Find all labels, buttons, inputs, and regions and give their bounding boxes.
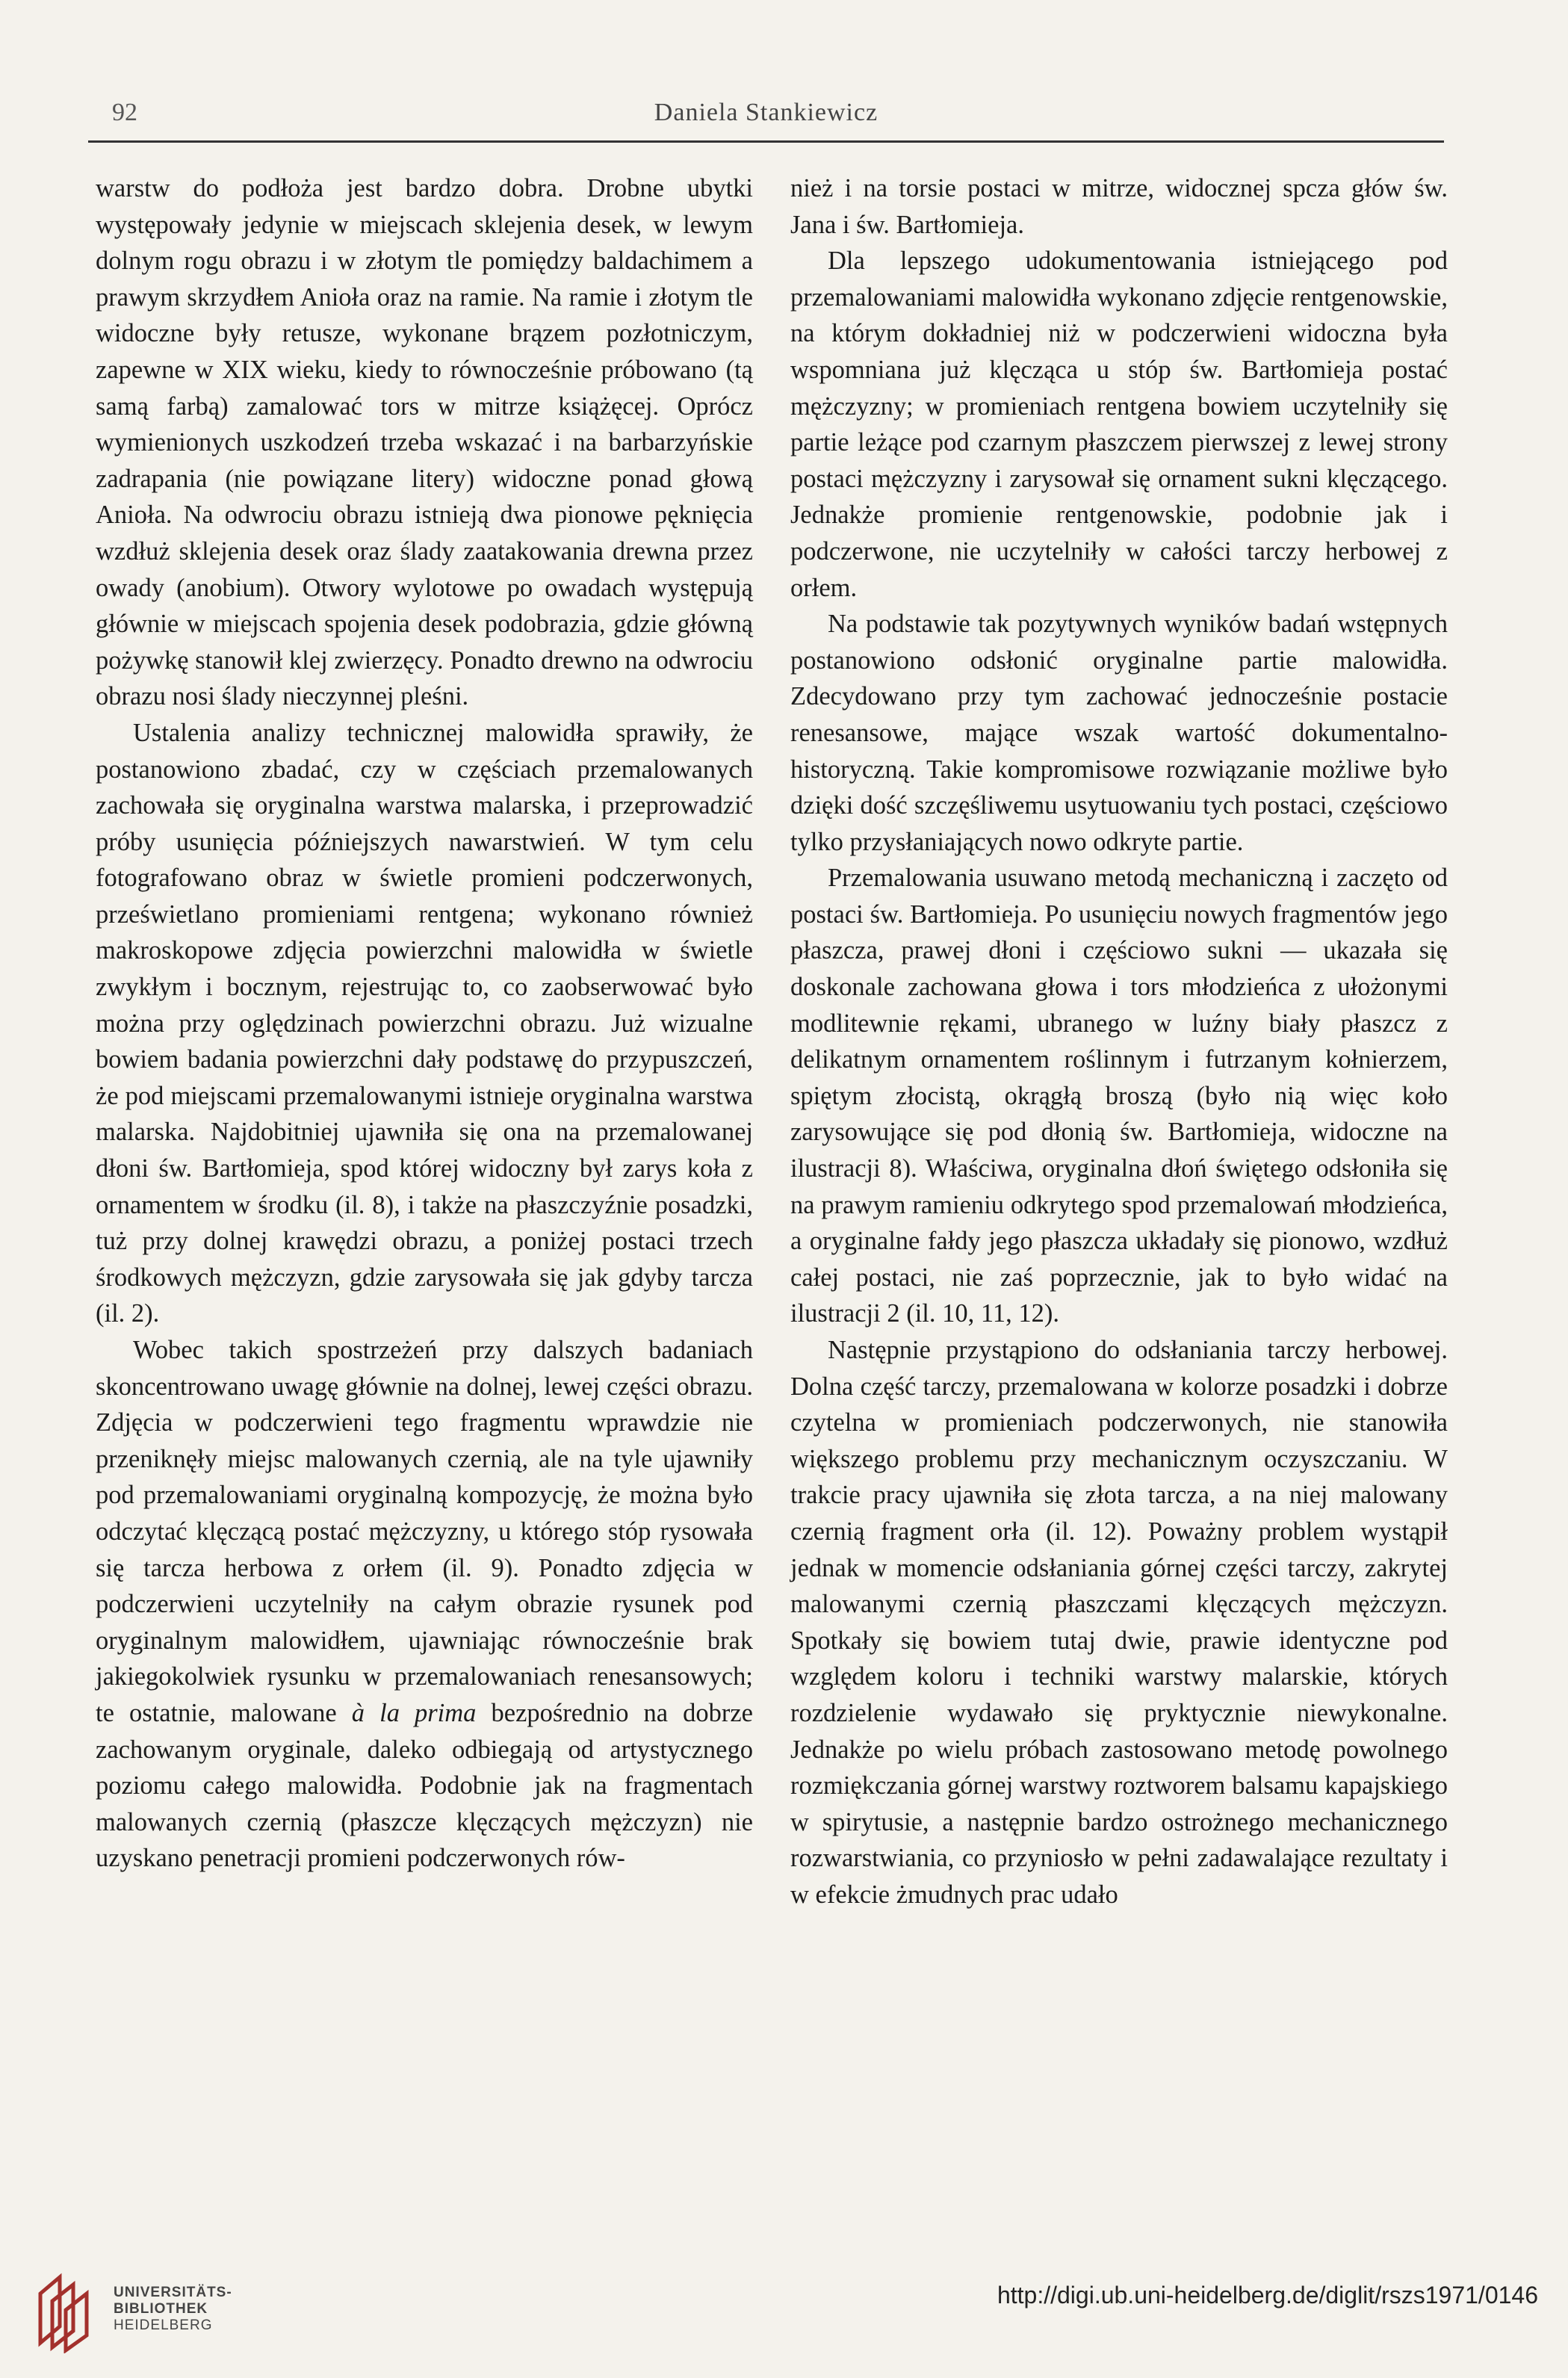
right-column bbox=[790, 170, 1448, 1913]
paragraph-text: Wobec takich spostrzeżeń przy dalszych badaniach skoncentrowano uwagę głównie na dolnej, lewej części obrazu. Zdjęcia w podczerwieni tego fragmentu wprawdzie nie przeniknęły miejsc malowanych czernią, ale na tyle ujawniły pod przemalowaniami oryginalną kompozycję, że można było odczytać klęczącą postać mężczyzny, u którego stóp rysowała się tarcza herbowa z orłem (il. 9). Ponadto zdjęcia w podczerwieni uczytelniły na całym obrazie rysunek pod oryginalnym malowidłem, ujawniając równocześnie brak jakiegokolwiek rysunku w przemalowaniach renesansowych; te ostatnie, malowane bbox=[96, 1336, 753, 1727]
logo-line: UNIVERSITÄTS- bbox=[114, 2285, 232, 2300]
paragraph: Następnie przystąpiono do odsłaniania tarczy herbowej. Dolna część tarczy, przemalowana w kolorze posadzki i dobrze czytelna w promieniach podczerwonych, nie stanowiła większego problemu przy mechanicznym oczyszczaniu. W trakcie pracy ujawniła się złota tarcza, a na niej malowany czernią fragment orła (il. 12). Poważny problem wystąpił jednak w momencie odsłaniania górnej części tarczy, zakrytej malowanymi czernią płaszczami klęczących mężczyzn. Spotkały się bowiem tutaj dwie, prawie identyczne pod względem koloru i techniki warstwy malarskie, których rozdzielenie wydawało się pryktycznie niewykonalne. Jednakże po wielu próbach zastosowano metodę powolnego rozmiękczania górnej warstwy roztworem balsamu kapajskiego w spirytusie, a następnie bardzo ostrożnego mechanicznego rozwarstwiania, co przyniosło w pełni zadawalające rezultaty i w efekcie żmudnych prac udało bbox=[790, 1336, 1448, 1909]
logo-line: BIBLIOTHEK bbox=[114, 2301, 208, 2317]
paragraph: Dla lepszego udokumentowania istniejącego pod przemalowaniami malowidła wykonano zdjęcie rentgenowskie, na którym dokładniej niż w podczerwieni widoczna była wspomniana już klęcząca u stóp św. Bartłomieja postać mężczyzny; w promieniach rentgena bowiem uczytelniły się partie leżące pod czarnym płaszczem pierwszej z lewej strony postaci mężczyzny i zarysował się ornament sukni klęczącego. Jednakże promienie rentgenowskie, podobnie jak i podczerwone, nie uczytelniły w całości tarczy herbowej z orłem. bbox=[790, 247, 1448, 602]
source-url-link[interactable]: http://digi.ub.uni-heidelberg.de/diglit/rszs1971/0146 bbox=[997, 2282, 1538, 2309]
library-logo bbox=[30, 2271, 254, 2353]
paragraph: warstw do podłoża jest bardzo dobra. Drobne ubytki występowały jedynie w miejscach sklejenia desek, w lewym dolnym rogu obrazu i w złotym tle pomiędzy baldachimem a prawym skrzydłem Anioła oraz na ramie. Na ramie i złotym tle widoczne były retusze, wykonane brązem pozłotniczym, zapewne w XIX wieku, kiedy to równocześnie próbowano (tą samą farbą) zamalować tors w mitrze książęcej. Oprócz wymienionych uszkodzeń trzeba wskazać i na barbarzyńskie zadrapania (nie powiązane litery) widoczne ponad głową Anioła. Na odwrociu obrazu istnieją dwa pionowe pęknięcia wzdłuż sklejenia desek oraz ślady zaatakowania drewna przez owady (anobium). Otwory wylotowe po owadach występują głównie w miejscach spojenia desek podobrazia, gdzie główną pożywkę stanowił klej zwierzęcy. Ponadto drewno na odwrociu obrazu nosi ślady nieczynnej pleśni. bbox=[96, 174, 753, 711]
italic-phrase: à la prima bbox=[351, 1698, 477, 1727]
page-number: 92 bbox=[112, 99, 137, 126]
page-header bbox=[88, 96, 1444, 140]
logo-line: HEIDELBERG bbox=[114, 2317, 213, 2333]
library-logo-icon bbox=[30, 2271, 94, 2353]
paragraph: nież i na torsie postaci w mitrze, widocznej spcza głów św. Jana i św. Bartłomieja. bbox=[790, 174, 1448, 239]
paragraph: Przemalowania usuwano metodą mechaniczną i zaczęto od postaci św. Bartłomieja. Po usunięciu nowych fragmentów jego płaszcza, prawej dłoni i częściowo sukni — ukazała się doskonale zachowana głowa i tors młodzieńca z ułożonymi modlitewnie rękami, ubranego w luźny biały płaszcz z delikatnym ornamentem roślinnym i futrzanym kołnierzem, spiętym złocistą, okrągłą broszą (było nią więc koło zarysowujące się pod dłonią św. Bartłomieja, widoczne na ilustracji 8). Właściwa, oryginalna dłoń świętego odsłoniła się na prawym ramieniu odkrytego spod przemalowań młodzieńca, a oryginalne fałdy jego płaszcza układały się pionowo, wzdłuż całej postaci, nie zaś poprzecznie, jak to było widać na ilustracji 2 (il. 10, 11, 12). bbox=[790, 864, 1448, 1328]
header-rule bbox=[88, 140, 1444, 143]
running-head: Daniela Stankiewicz bbox=[654, 99, 878, 126]
paragraph: Na podstawie tak pozytywnych wyników badań wstępnych postanowiono odsłonić oryginalne partie malowidła. Zdecydowano przy tym zachować jednocześnie postacie renesansowe, mające wszak wartość dokumentalno-historyczną. Takie kompromisowe rozwiązanie możliwe było dzięki dość szczęśliwemu usytuowaniu tych postaci, częściowo tylko przysłaniających nowo odkryte partie. bbox=[790, 610, 1448, 856]
paragraph bbox=[96, 1332, 753, 1877]
paragraph-text: bezpośrednio na dobrze zachowanym oryginale, daleko odbiegają od artystycznego poziomu całego malowidła. Podobnie jak na fragmentach malowanych czernią (płaszcze klęczących mężczyzn) nie uzyskano penetracji promieni podczerwonych rów- bbox=[96, 1698, 753, 1873]
left-column bbox=[96, 170, 753, 1877]
paragraph: Ustalenia analizy technicznej malowidła sprawiły, że postanowiono zbadać, czy w częściach przemalowanych zachowała się oryginalna warstwa malarska, i przeprowadzić próby usunięcia późniejszych nawarstwień. W tym celu fotografowano obraz w świetle promieni podczerwonych, prześwietlano promieniami rentgena; wykonano również makroskopowe zdjęcia powierzchni malowidła w świetle zwykłym i bocznym, rejestrując to, co zaobserwować było można przy oględzinach powierzchni obrazu. Już wizualne bowiem badania powierzchni dały podstawę do przypuszczeń, że pod miejscami przemalowanymi istnieje oryginalna warstwa malarska. Najdobitniej ujawniła się ona na przemalowanej dłoni św. Bartłomieja, spod której widoczny był zarys koła z ornamentem w środku (il. 8), i także na płaszczyźnie posadzki, tuż przy dolnej krawędzi obrazu, a poniżej postaci trzech środkowych mężczyzn, gdzie zarysowała się jak gdyby tarcza (il. 2). bbox=[96, 718, 753, 1328]
